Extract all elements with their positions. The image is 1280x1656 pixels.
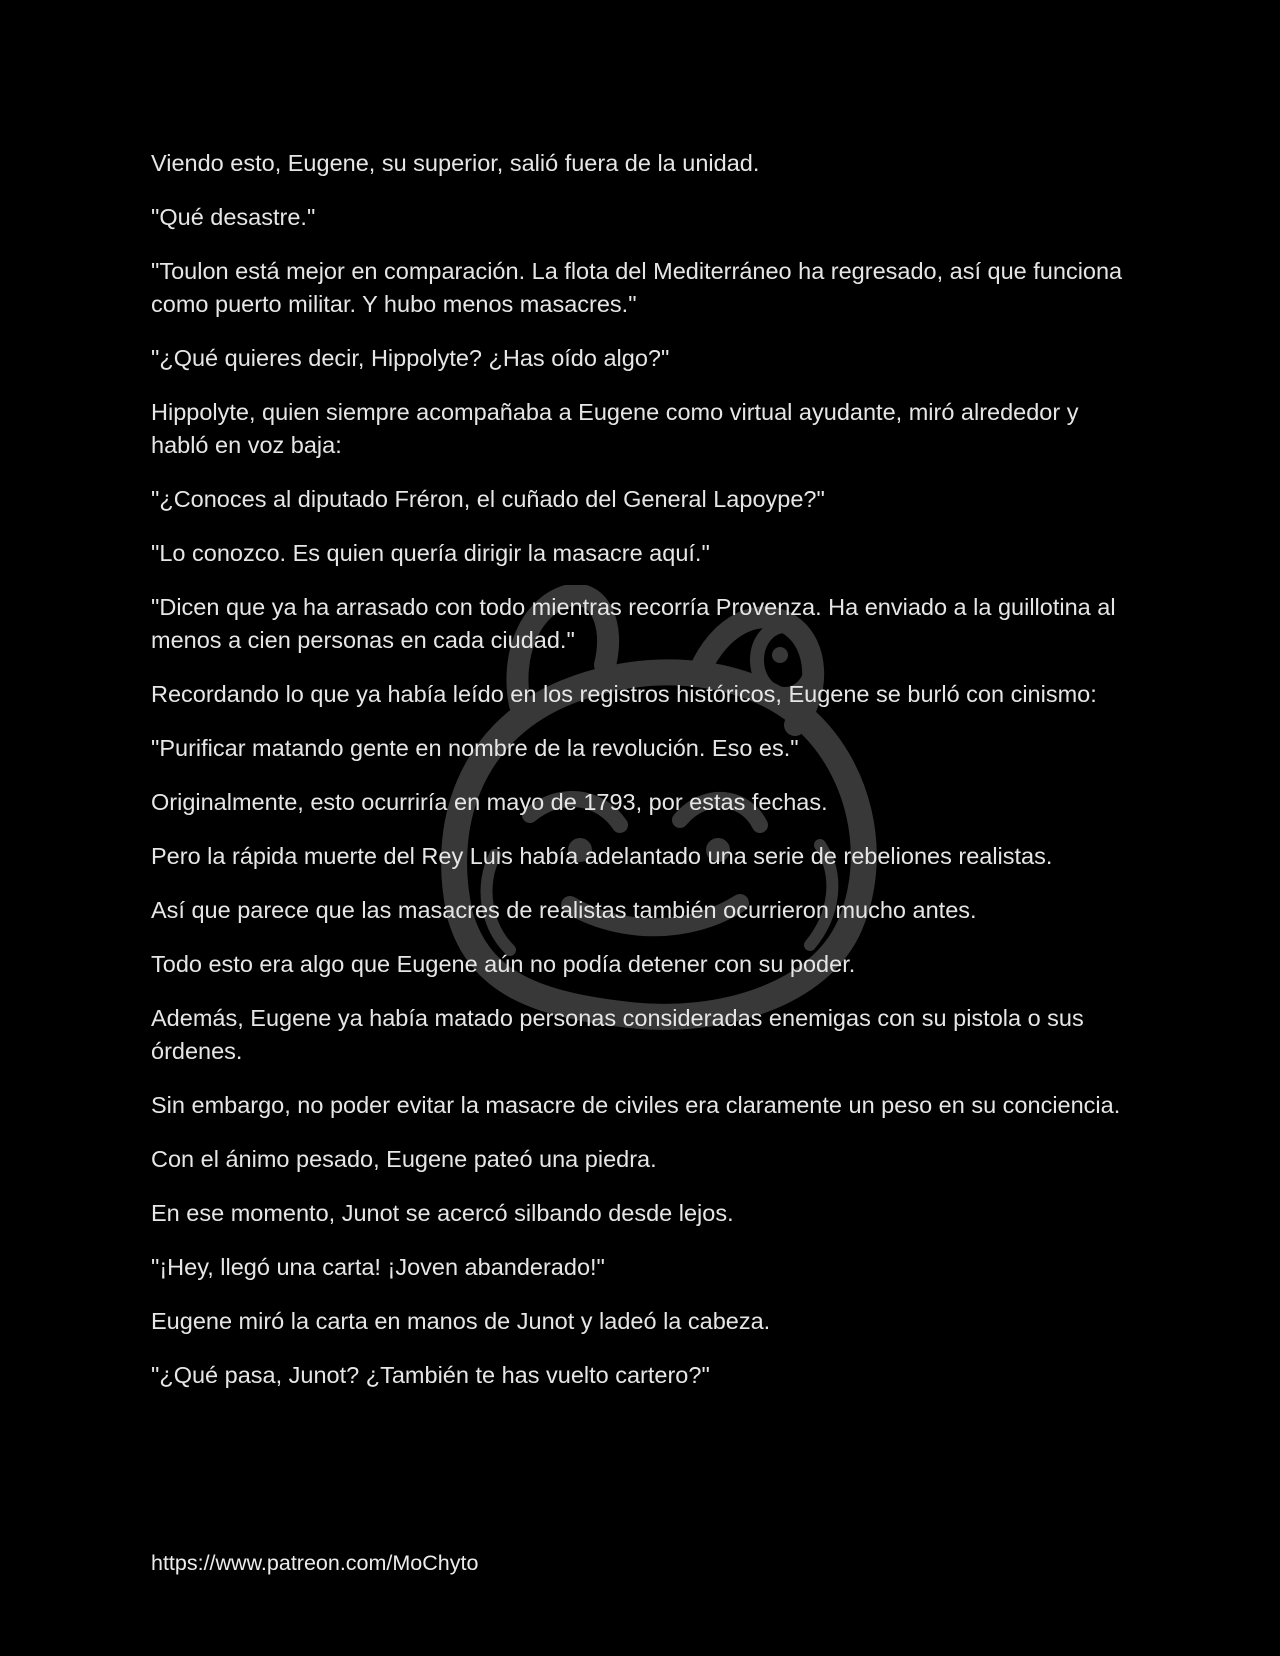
paragraph: "¿Qué pasa, Junot? ¿También te has vuelto cartero?" xyxy=(151,1362,710,1388)
paragraph: "Toulon está mejor en comparación. La flota del Mediterráneo ha regresado, así que funciona como puerto militar. Y hubo menos masacres." xyxy=(151,258,1123,317)
chapter-text xyxy=(151,147,1131,1413)
paragraph: Hippolyte, quien siempre acompañaba a Eugene como virtual ayudante, miró alrededor y habló en voz baja: xyxy=(151,399,1079,458)
paragraph: Con el ánimo pesado, Eugene pateó una piedra. xyxy=(151,1146,657,1172)
paragraph: "Dicen que ya ha arrasado con todo mientras recorría Provenza. Ha enviado a la guillotina al menos a cien personas en cada ciudad." xyxy=(151,594,1116,653)
paragraph: "Purificar matando gente en nombre de la revolución. Eso es." xyxy=(151,735,799,761)
paragraph: "¿Qué quieres decir, Hippolyte? ¿Has oído algo?" xyxy=(151,345,670,371)
paragraph: Todo esto era algo que Eugene aún no podía detener con su poder. xyxy=(151,951,856,977)
paragraph: Además, Eugene ya había matado personas consideradas enemigas con su pistola o sus órdenes. xyxy=(151,1005,1084,1064)
paragraph: "Lo conozco. Es quien quería dirigir la masacre aquí." xyxy=(151,540,710,566)
paragraph: "¡Hey, llegó una carta! ¡Joven abanderado!" xyxy=(151,1254,605,1280)
paragraph: Pero la rápida muerte del Rey Luis había adelantado una serie de rebeliones realistas. xyxy=(151,843,1053,869)
paragraph: Recordando lo que ya había leído en los registros históricos, Eugene se burló con cinismo: xyxy=(151,681,1097,707)
paragraph: Originalmente, esto ocurriría en mayo de 1793, por estas fechas. xyxy=(151,789,828,815)
paragraph: Sin embargo, no poder evitar la masacre de civiles era claramente un peso en su conciencia. xyxy=(151,1092,1121,1118)
patreon-link[interactable]: https://www.patreon.com/MoChyto xyxy=(151,1551,479,1575)
paragraph: Así que parece que las masacres de realistas también ocurrieron mucho antes. xyxy=(151,897,977,923)
paragraph: "¿Conoces al diputado Fréron, el cuñado del General Lapoype?" xyxy=(151,486,825,512)
paragraph: Viendo esto, Eugene, su superior, salió fuera de la unidad. xyxy=(151,150,760,176)
paragraph: Eugene miró la carta en manos de Junot y ladeó la cabeza. xyxy=(151,1308,771,1334)
paragraph: "Qué desastre." xyxy=(151,204,316,230)
paragraph: En ese momento, Junot se acercó silbando desde lejos. xyxy=(151,1200,734,1226)
